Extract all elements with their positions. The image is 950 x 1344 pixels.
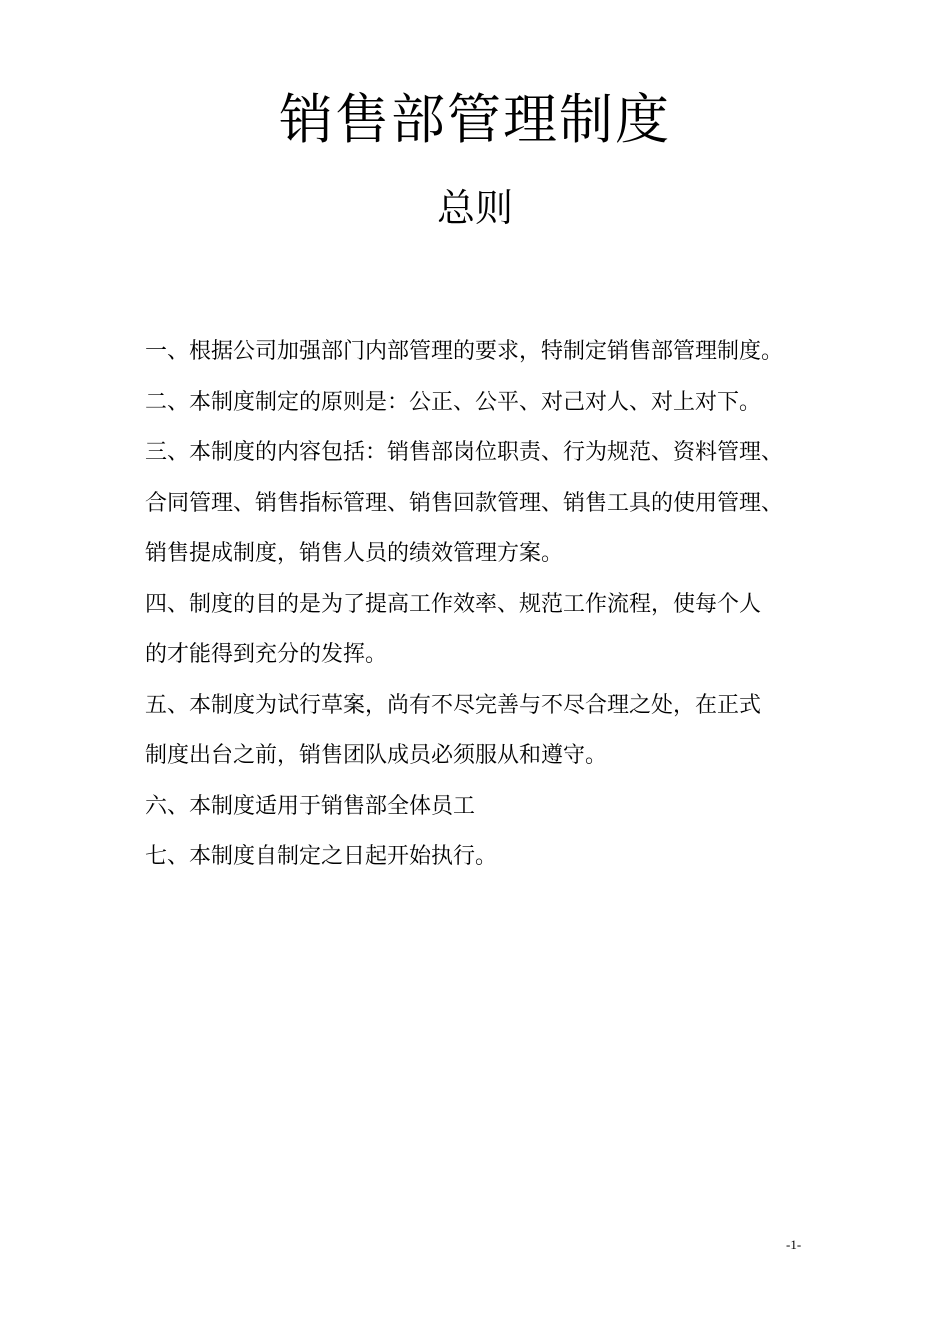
body-line: 四、制度的目的是为了提高工作效率、规范工作流程，使每个人 — [145, 591, 762, 617]
body-line: 合同管理、销售指标管理、销售回款管理、销售工具的使用管理、 — [145, 490, 784, 516]
body-line: 三、本制度的内容包括：销售部岗位职责、行为规范、资料管理、 — [145, 440, 784, 465]
body-line: 制度出台之前，销售团队成员必须服从和遵守。 — [145, 743, 608, 768]
body-line: 销售提成制度，销售人员的绩效管理方案。 — [145, 541, 564, 566]
section-title: 总则 — [436, 186, 513, 230]
document-title: 销售部管理制度 — [279, 88, 671, 151]
body-line: 五、本制度为试行草案，尚有不尽完善与不尽合理之处，在正式 — [145, 692, 762, 718]
body-line: 一、根据公司加强部门内部管理的要求，特制定销售部管理制度。 — [145, 339, 784, 364]
body-line: 二、本制度制定的原则是：公正、公平、对己对人、对上对下。 — [145, 389, 762, 415]
page-number: -1- — [786, 1237, 802, 1252]
body-line: 六、本制度适用于销售部全体员工 — [145, 793, 476, 819]
body-line: 的才能得到充分的发挥。 — [145, 642, 388, 667]
document-body — [145, 327, 835, 883]
body-line: 七、本制度自制定之日起开始执行。 — [145, 844, 498, 869]
